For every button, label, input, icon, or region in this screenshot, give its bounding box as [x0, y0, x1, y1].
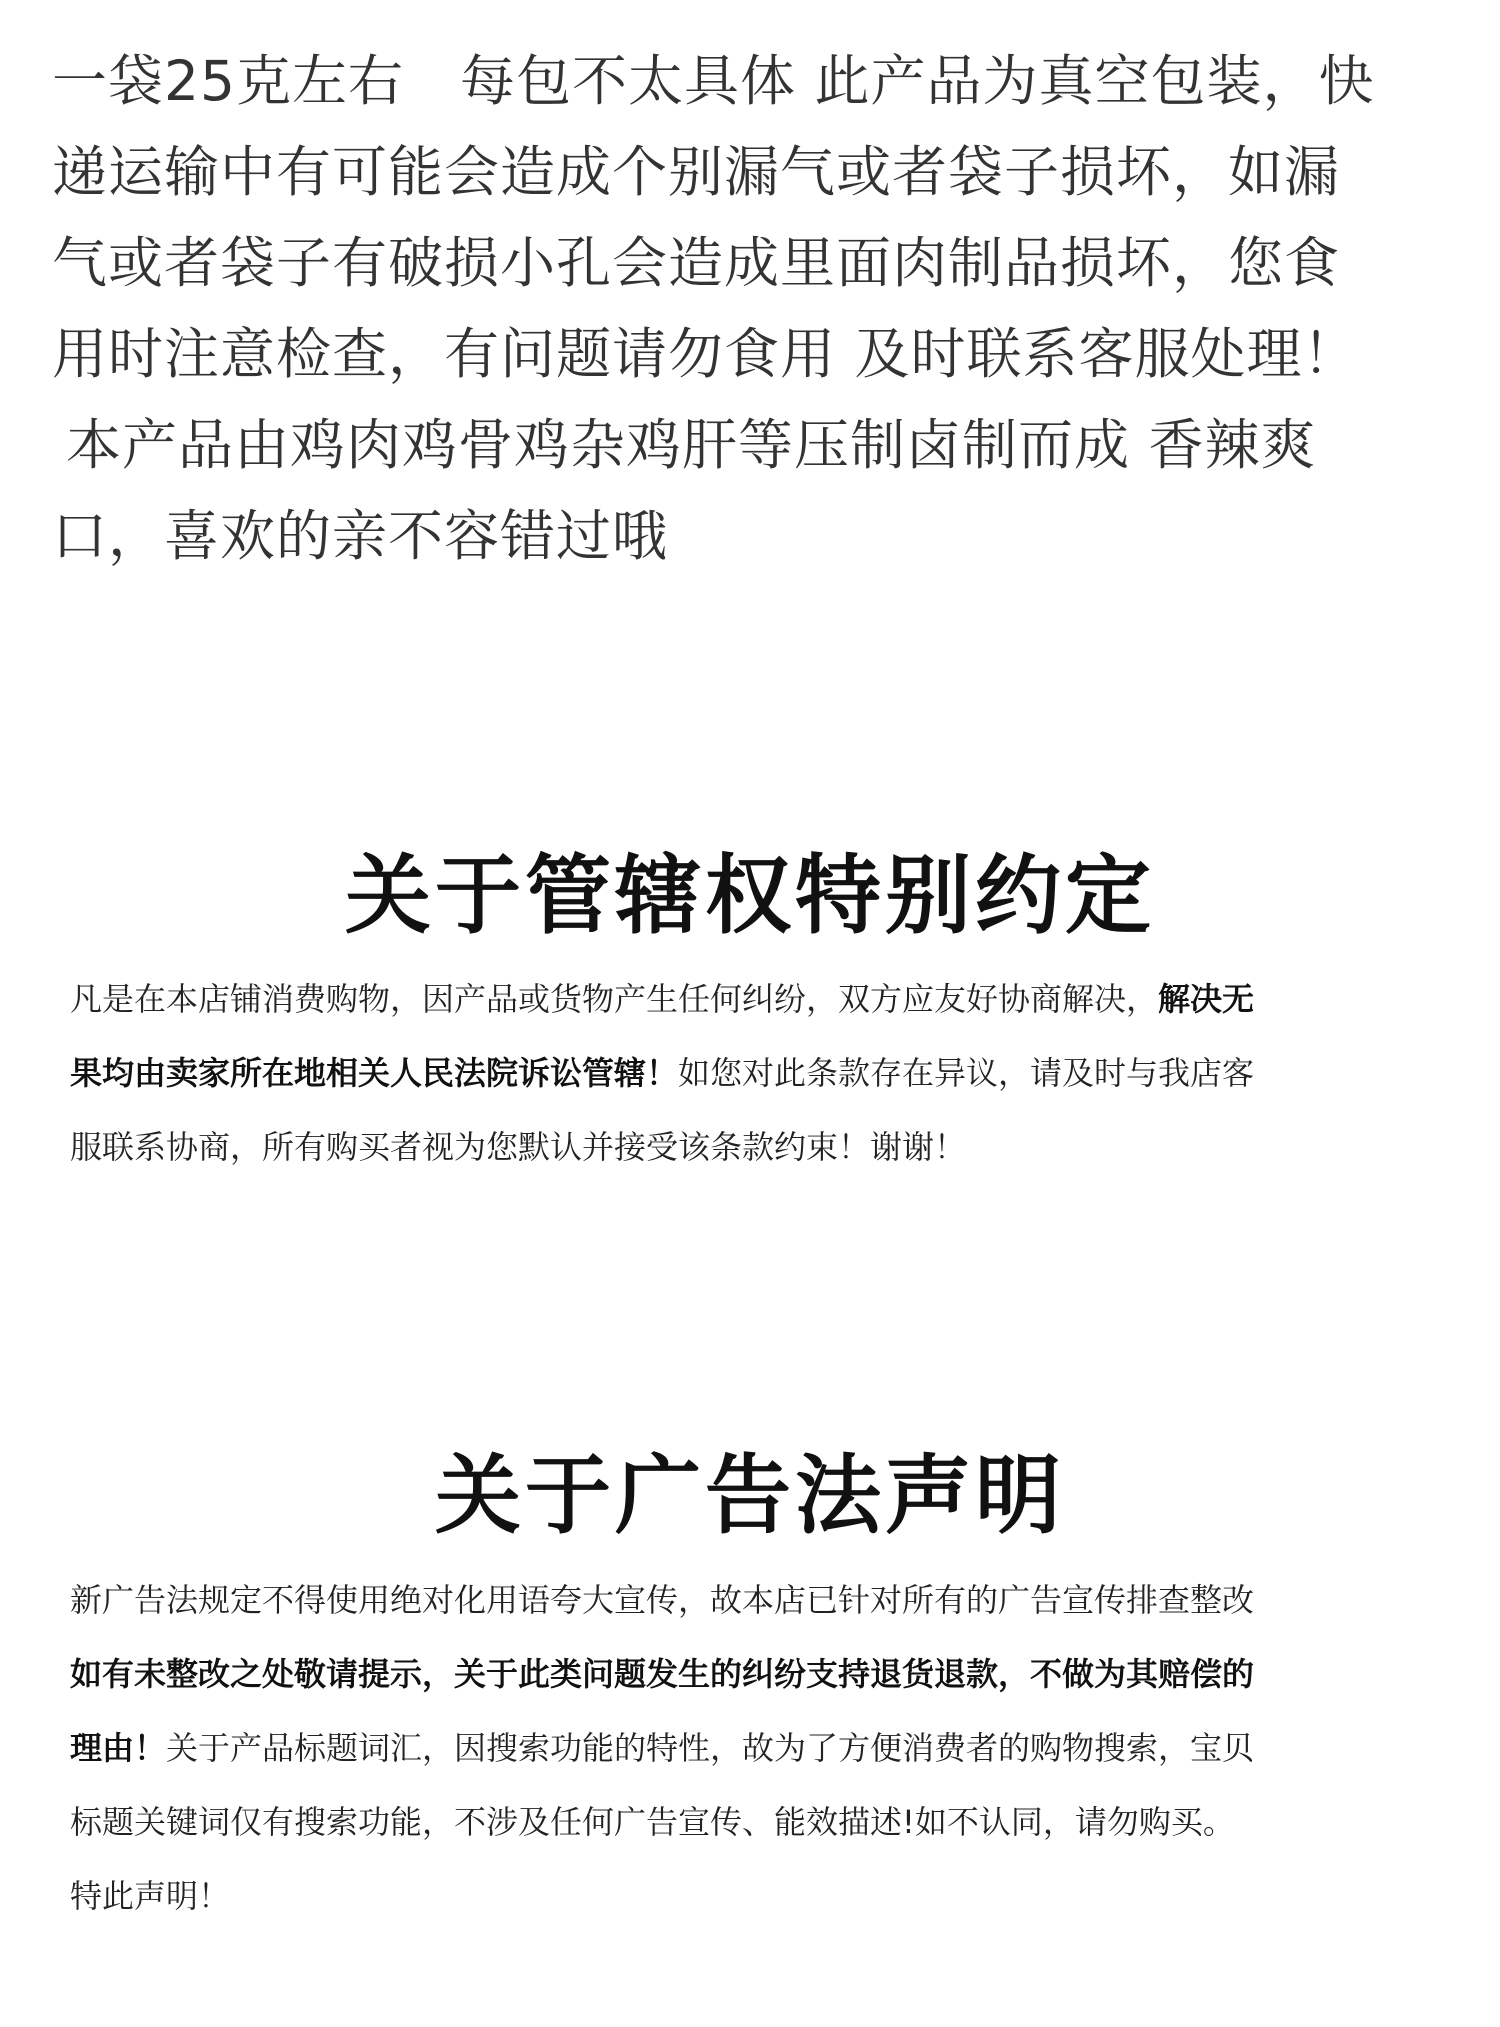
jurisdiction-line: 服联系协商，所有购买者视为您默认并接受该条款约束！谢谢！: [70, 1128, 967, 1166]
ad-law-text-bold: 理由！: [70, 1729, 167, 1767]
ad-law-line: 标题关键词仅有搜索功能，不涉及任何广告宣传、能效描述!如不认同，请勿购买。: [70, 1803, 1235, 1841]
jurisdiction-text-bold: 解决无: [1158, 980, 1255, 1018]
description-line: 用时注意检查，有问题请勿食用 及时联系客服处理！: [52, 322, 1359, 386]
jurisdiction-title: 关于管辖权特别约定: [345, 845, 1155, 946]
description-line: 气或者袋子有破损小孔会造成里面肉制品损坏，您食: [52, 231, 1341, 295]
jurisdiction-text: [70, 962, 1470, 1184]
description-line: 本产品由鸡肉鸡骨鸡杂鸡肝等压制卤制而成 香辣爽: [66, 413, 1317, 477]
jurisdiction-text-bold: 果均由卖家所在地相关人民法院诉讼管辖！: [70, 1054, 679, 1092]
description-line: 一袋25克左右 每包不太具体 此产品为真空包装，快: [52, 49, 1375, 113]
ad-law-text: [70, 1563, 1470, 1933]
jurisdiction-line: [70, 1036, 1470, 1110]
product-description: [52, 36, 1452, 582]
ad-law-title: 关于广告法声明: [435, 1445, 1065, 1546]
ad-law-line: 新广告法规定不得使用绝对化用语夸大宣传，故本店已针对所有的广告宣传排查整改: [70, 1581, 1255, 1619]
ad-law-text-normal: 关于产品标题词汇，因搜索功能的特性，故为了方便消费者的购物搜索，宝贝: [166, 1729, 1255, 1767]
jurisdiction-text-normal: 如您对此条款存在异议，请及时与我店客: [678, 1054, 1255, 1092]
description-line: 递运输中有可能会造成个别漏气或者袋子损坏，如漏: [52, 140, 1341, 204]
ad-law-line: 特此声明！: [70, 1877, 231, 1915]
ad-law-line: 如有未整改之处敬请提示，关于此类问题发生的纠纷支持退货退款，不做为其赔偿的: [70, 1655, 1255, 1693]
jurisdiction-line: [70, 962, 1470, 1036]
description-line: 口，喜欢的亲不容错过哦: [52, 504, 669, 568]
ad-law-line: [70, 1711, 1470, 1785]
jurisdiction-text-normal: 凡是在本店铺消费购物，因产品或货物产生任何纠纷，双方应友好协商解决，: [70, 980, 1159, 1018]
